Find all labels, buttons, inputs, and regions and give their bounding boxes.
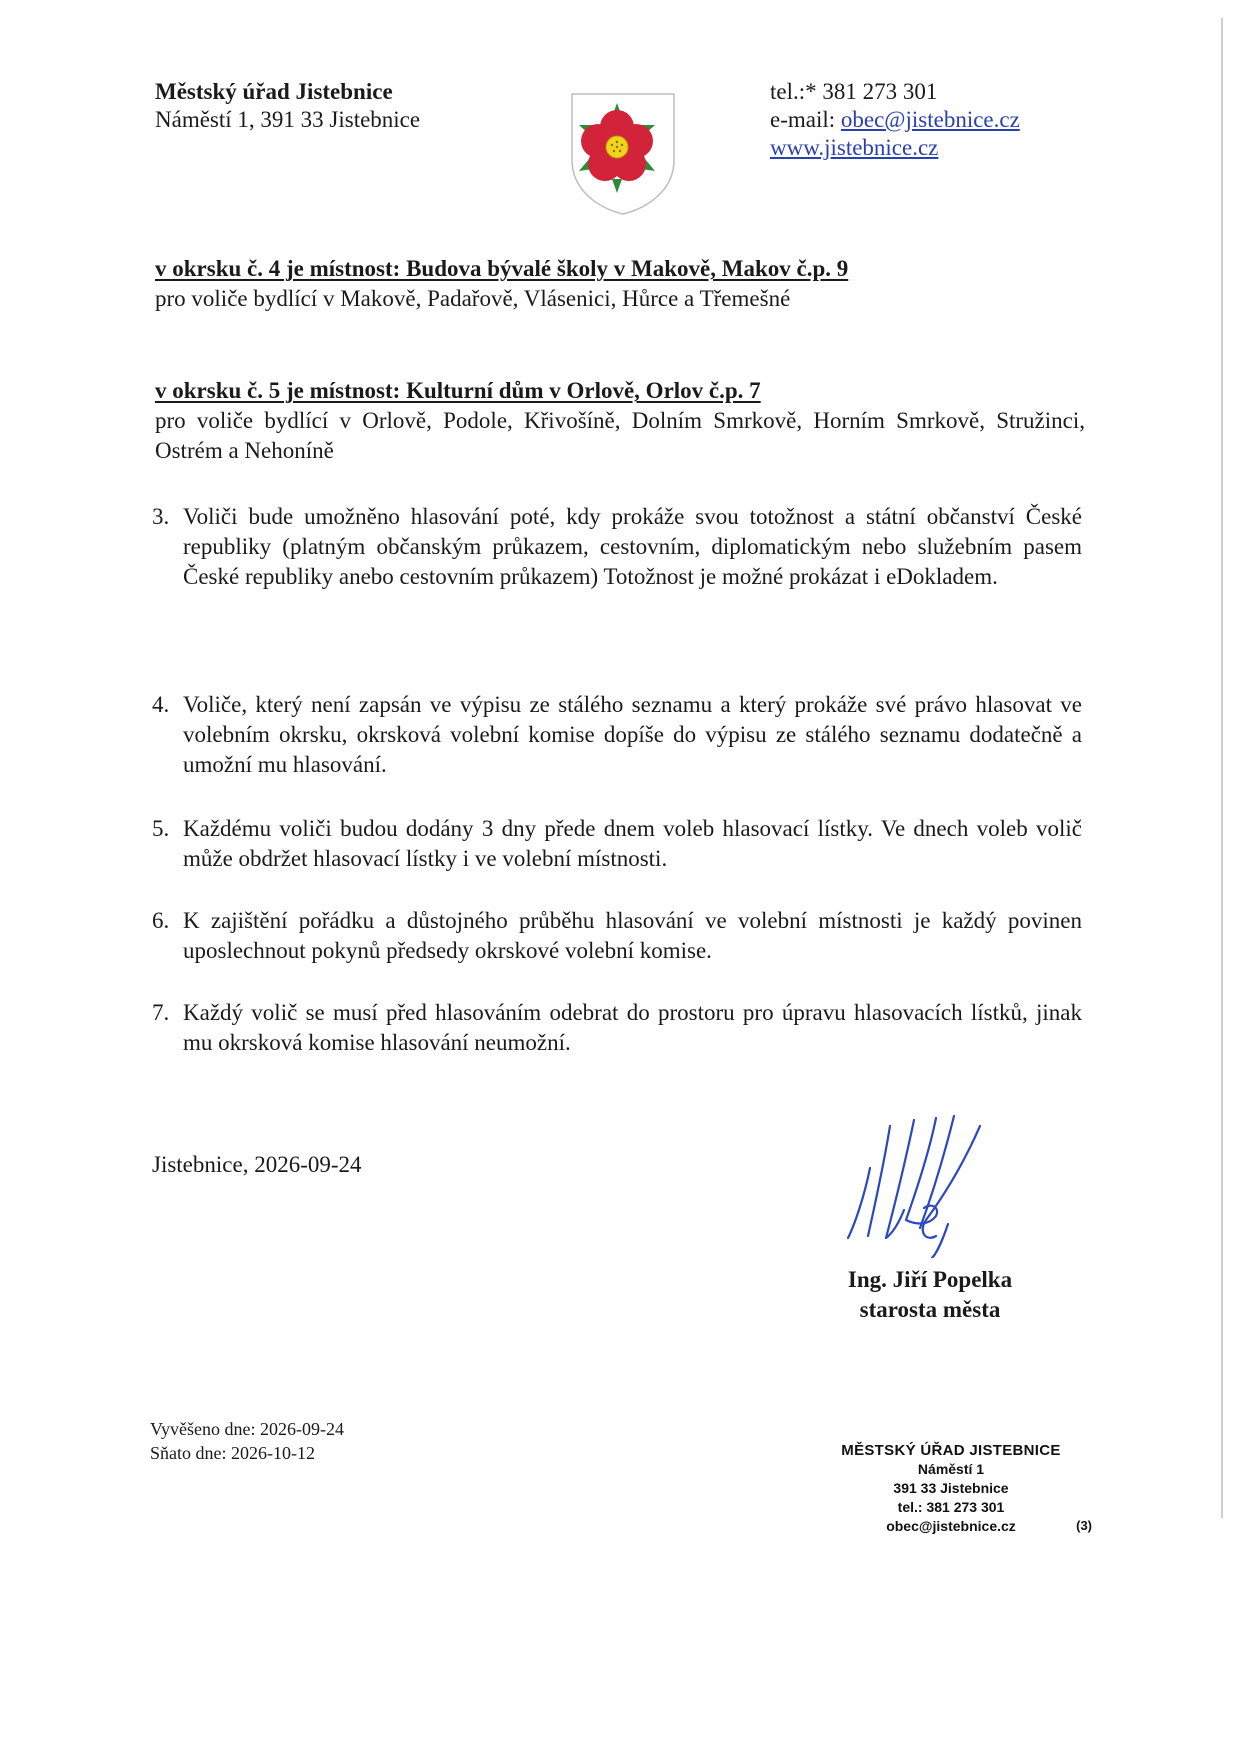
- header-office-block: [155, 78, 575, 134]
- rose-coat-of-arms-icon: [568, 90, 678, 216]
- district-5-title: v okrsku č. 5 je místnost: Kulturní dům v Orlově, Orlov č.p. 7: [155, 378, 761, 403]
- posted-date: Vyvěšeno dne: 2026-09-24: [150, 1419, 344, 1439]
- email-line: [770, 106, 1190, 134]
- item-6: [152, 906, 1082, 966]
- place-date: Jistebnice, 2026-09-24: [152, 1152, 362, 1177]
- stamp-line-2: Náměstí 1: [917, 1461, 985, 1477]
- item-4-text: Voliče, který není zapsán ve výpisu ze stálého seznamu a který prokáže své právo hlasovat ve volebním okrsku, okrsková volební komise dopíše do výpisu ze stálého seznamu dodatečně a umožní mu hlasování.: [183, 692, 1082, 777]
- item-5-number: 5.: [152, 816, 170, 841]
- item-4: [152, 690, 1082, 780]
- stamp-line-4: tel.: 381 273 301: [897, 1499, 1005, 1515]
- item-7-number: 7.: [152, 1000, 170, 1025]
- stamp-line-5: obec@jistebnice.cz: [886, 1518, 1016, 1534]
- email-link[interactable]: obec@jistebnice.cz: [840, 107, 1020, 132]
- item-6-text: K zajištění pořádku a důstojného průběhu hlasování ve volební místnosti je každý povinen uposlechnout pokynů předsedy okrskové volební komise.: [183, 908, 1082, 963]
- footer-dates: [150, 1417, 344, 1465]
- signatory: [830, 1265, 1030, 1325]
- district-5-text: pro voliče bydlící v Orlově, Podole, Křivošíně, Dolním Smrkově, Horním Smrkově, Stružinci, Ostrém a Nehoníně: [155, 408, 1085, 463]
- signature-icon: [840, 1108, 1020, 1258]
- header-contact-block: [770, 78, 1190, 162]
- item-3: [152, 502, 1082, 592]
- item-3-text: Voliči bude umožněno hlasování poté, kdy prokáže svou totožnost a státní občanství České republiky (platným občanským průkazem, cestovním, diplomatickým nebo služebním pasem České republiky anebo cestovním průkazem) Totožnost je možné prokázat i eDokladem.: [183, 504, 1082, 589]
- website-link[interactable]: www.jistebnice.cz: [770, 135, 939, 160]
- signatory-role: starosta města: [859, 1297, 1001, 1322]
- item-5: [152, 814, 1082, 874]
- office-address: Náměstí 1, 391 33 Jistebnice: [155, 107, 421, 132]
- item-3-number: 3.: [152, 504, 170, 529]
- item-5-text: Každému voliči budou dodány 3 dny přede dnem voleb hlasovací lístky. Ve dnech voleb volič může obdržet hlasovací lístky i ve volební místnosti.: [183, 816, 1082, 871]
- stamp-line-1: MĚSTSKÝ ÚŘAD JISTEBNICE: [841, 1442, 1061, 1459]
- stamp-suffix: (3): [1076, 1518, 1092, 1533]
- district-4-title: v okrsku č. 4 je místnost: Budova bývalé školy v Makově, Makov č.p. 9: [155, 256, 849, 281]
- district-4: [155, 254, 1085, 314]
- official-stamp: [820, 1441, 1092, 1536]
- item-4-number: 4.: [152, 692, 170, 717]
- removed-date: Sňato dne: 2026-10-12: [150, 1443, 315, 1463]
- phone: tel.:* 381 273 301: [770, 79, 938, 104]
- item-7: [152, 998, 1082, 1058]
- district-4-text: pro voliče bydlící v Makově, Padařově, Vlásenici, Hůrce a Třemešné: [155, 286, 791, 311]
- stamp-line-3: 391 33 Jistebnice: [893, 1480, 1009, 1496]
- district-5: [155, 376, 1085, 466]
- page-edge-line: [1221, 18, 1223, 1518]
- email-label: e-mail:: [770, 107, 841, 132]
- office-name: Městský úřad Jistebnice: [155, 79, 393, 104]
- item-6-number: 6.: [152, 908, 170, 933]
- signatory-name: Ing. Jiří Popelka: [847, 1267, 1013, 1292]
- item-7-text: Každý volič se musí před hlasováním odebrat do prostoru pro úpravu hlasovacích lístků, jinak mu okrsková komise hlasování neumožní.: [183, 1000, 1082, 1055]
